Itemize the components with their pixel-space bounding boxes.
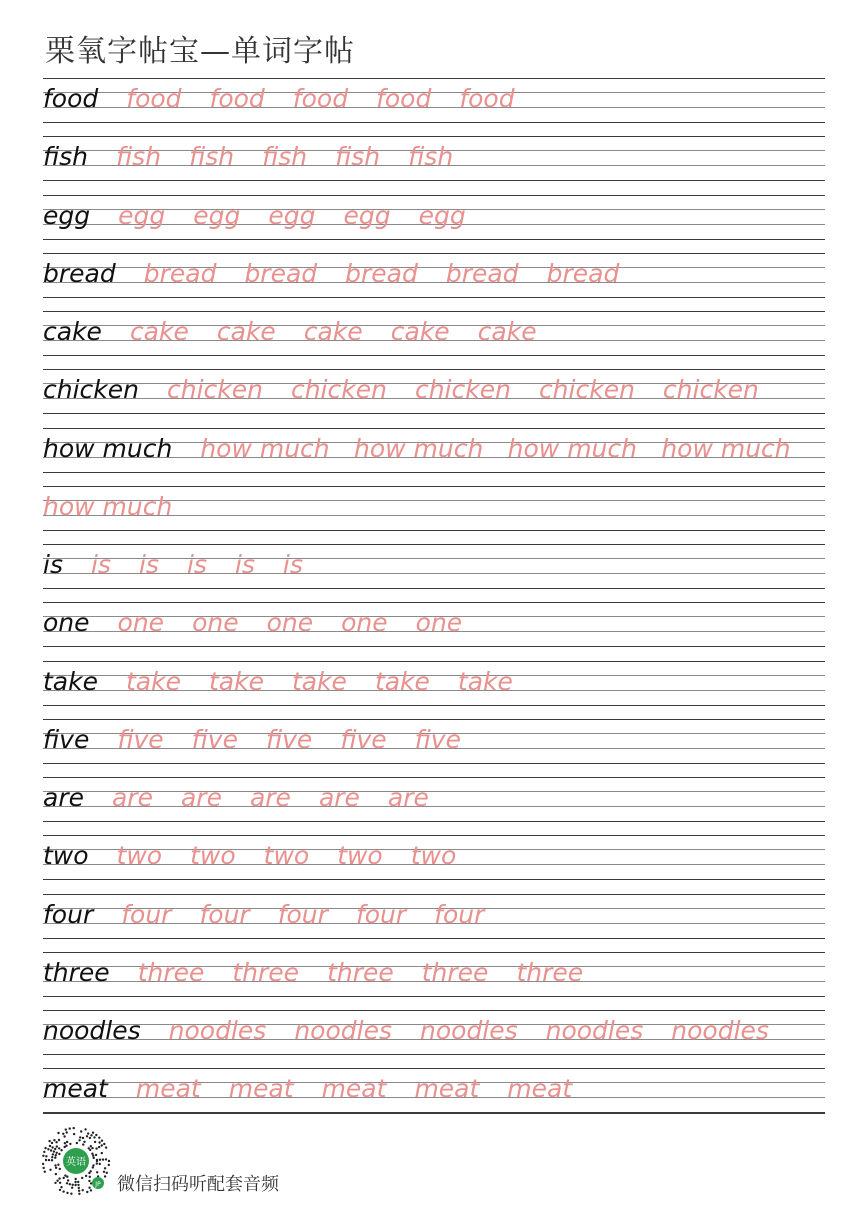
trace-word: cake (216, 317, 276, 346)
model-word: fish (43, 142, 89, 172)
trace-word: four (434, 899, 485, 929)
trace-word: noodles (671, 1016, 769, 1045)
guide-line (43, 413, 825, 414)
trace-word: egg (268, 200, 316, 230)
trace-word: is (234, 550, 255, 579)
trace-word: meat (135, 1074, 201, 1104)
trace-word: five (191, 724, 238, 754)
trace-word: fish (189, 142, 235, 172)
trace-word: four (355, 899, 407, 929)
trace-word: three (327, 957, 394, 987)
trace-word: one (266, 608, 314, 638)
practice-row (43, 1068, 825, 1126)
model-word: cake (43, 317, 102, 346)
guide-line (43, 1113, 825, 1114)
guide-line (43, 705, 825, 706)
trace-word: five (340, 724, 387, 754)
trace-word: four (199, 899, 250, 929)
guide-line (43, 369, 825, 370)
trace-word: are (249, 783, 291, 812)
trace-word: one (415, 608, 463, 638)
guide-line (43, 136, 825, 137)
trace-word: four (121, 899, 172, 929)
trace-word: fish (262, 142, 308, 172)
model-word: meat (43, 1074, 108, 1104)
model-word: are (43, 783, 84, 812)
guide-line (43, 355, 825, 356)
guide-line (43, 239, 825, 240)
trace-word: fish (335, 142, 381, 172)
qr-code-icon[interactable] (40, 1125, 112, 1197)
guide-line (43, 486, 825, 487)
trace-word: is (186, 550, 207, 579)
guide-line (43, 821, 825, 822)
trace-word: take (457, 666, 513, 696)
model-word: egg (43, 200, 91, 230)
trace-word: meat (321, 1074, 387, 1104)
trace-word: food (459, 84, 515, 113)
model-word: five (43, 724, 90, 754)
trace-word: food (126, 84, 182, 113)
model-word: three (43, 957, 110, 987)
practice-row (43, 253, 825, 311)
trace-word: how much (661, 433, 791, 463)
guide-line (43, 472, 825, 473)
scan-caption: 微信扫码听配套音频 (117, 1174, 279, 1195)
practice-row (43, 136, 825, 194)
trace-word: cake (303, 317, 363, 346)
trace-word: chicken (290, 375, 387, 405)
guide-line (43, 894, 825, 895)
practice-row (43, 719, 825, 777)
trace-word: how much (353, 433, 484, 463)
guide-line (43, 78, 825, 79)
trace-word: noodles (294, 1016, 392, 1045)
trace-word: meat (228, 1074, 294, 1104)
trace-word: how much (200, 433, 330, 463)
trace-word: take (125, 666, 181, 696)
guide-line (43, 311, 825, 312)
trace-word: two (337, 841, 383, 871)
guide-line (43, 428, 825, 429)
trace-word: food (292, 84, 349, 113)
trace-word: are (318, 783, 360, 812)
trace-word: take (291, 666, 347, 696)
trace-word: egg (418, 200, 466, 230)
guide-line (43, 530, 825, 531)
trace-word: five (414, 724, 461, 754)
trace-word: three (232, 957, 300, 987)
trace-word: four (277, 899, 328, 929)
practice-sheet (43, 0, 825, 1227)
guide-line (43, 835, 825, 836)
guide-line (43, 573, 825, 574)
trace-word: cake (390, 317, 450, 346)
practice-row (43, 894, 825, 952)
trace-word: take (374, 666, 430, 696)
guide-line (43, 1068, 825, 1069)
trace-word: five (117, 724, 164, 754)
practice-row (43, 835, 825, 893)
guide-line (43, 763, 825, 764)
guide-line (43, 777, 825, 778)
guide-line (43, 879, 825, 880)
trace-word: noodles (545, 1016, 644, 1045)
practice-row (43, 602, 825, 660)
trace-word: fish (408, 142, 454, 172)
practice-row (43, 369, 825, 427)
trace-word: three (421, 957, 489, 987)
trace-word: five (265, 724, 313, 754)
trace-word: three (137, 957, 205, 987)
trace-word: bread (143, 258, 217, 288)
guide-line (43, 602, 825, 603)
guide-line (43, 791, 825, 792)
badge-sub-label: JP (95, 1181, 101, 1188)
trace-word: egg (343, 200, 391, 230)
trace-word: two (410, 841, 457, 871)
model-word: two (43, 841, 89, 871)
practice-row (43, 1010, 825, 1068)
practice-row (43, 311, 825, 369)
practice-row (43, 428, 825, 486)
trace-word: chicken (166, 375, 263, 405)
practice-row (43, 486, 825, 544)
page-title: 栗氧字帖宝—单词字帖 (45, 34, 355, 69)
trace-word: bread (445, 258, 519, 288)
trace-word: one (192, 608, 239, 638)
trace-word: is (90, 550, 111, 579)
trace-word: one (117, 608, 165, 638)
trace-word: two (116, 841, 163, 871)
trace-word: one (341, 608, 388, 638)
model-word: food (43, 84, 99, 113)
guide-line (43, 195, 825, 196)
trace-word: is (282, 550, 303, 579)
trace-word: meat (414, 1074, 480, 1104)
trace-word: how much (507, 433, 637, 463)
guide-line (43, 646, 825, 647)
trace-word: chicken (414, 375, 511, 405)
badge-label: 英语 (66, 1157, 86, 1168)
guide-line (43, 1054, 825, 1055)
guide-line (43, 544, 825, 545)
guide-line (43, 297, 825, 298)
trace-word: chicken (538, 375, 635, 405)
practice-row (43, 195, 825, 253)
trace-word: food (376, 84, 432, 113)
guide-line (43, 661, 825, 662)
model-word: is (43, 550, 63, 579)
trace-word: meat (507, 1074, 573, 1104)
trace-word: cake (129, 317, 189, 346)
practice-row (43, 661, 825, 719)
guide-line (43, 558, 825, 559)
practice-row (43, 777, 825, 835)
practice-row (43, 952, 825, 1010)
trace-word: bread (345, 258, 418, 288)
trace-word: egg (193, 200, 241, 230)
trace-word: two (263, 841, 310, 871)
model-word: noodles (43, 1016, 141, 1045)
guide-line (43, 180, 825, 181)
guide-line (43, 253, 825, 254)
model-word: chicken (43, 375, 139, 405)
trace-word: are (180, 783, 222, 812)
model-word: one (43, 608, 90, 638)
trace-word: egg (118, 200, 166, 230)
model-word: how much (43, 433, 173, 463)
model-word: take (43, 666, 98, 696)
model-word: four (43, 899, 94, 929)
guide-line (43, 588, 825, 589)
model-word: bread (43, 258, 116, 288)
trace-word: bread (244, 258, 318, 288)
trace-word: is (138, 550, 159, 579)
trace-word: are (111, 783, 153, 812)
practice-row (43, 544, 825, 602)
trace-word: fish (116, 142, 162, 172)
guide-line (43, 1010, 825, 1011)
guide-line (43, 719, 825, 720)
guide-line (43, 938, 825, 939)
trace-word: take (208, 666, 264, 696)
trace-word: how much (43, 491, 173, 521)
trace-word: bread (546, 258, 620, 288)
trace-word: three (516, 957, 584, 987)
trace-word: noodles (168, 1016, 267, 1045)
trace-word: food (209, 84, 265, 113)
guide-line (43, 952, 825, 953)
trace-word: two (190, 841, 236, 871)
practice-row (43, 78, 825, 136)
trace-word: are (387, 783, 429, 812)
trace-word: cake (477, 317, 537, 346)
trace-word: chicken (662, 375, 759, 405)
guide-line (43, 996, 825, 997)
guide-line (43, 806, 825, 807)
footer (40, 1125, 440, 1205)
guide-line (43, 122, 825, 123)
trace-word: noodles (419, 1016, 518, 1045)
